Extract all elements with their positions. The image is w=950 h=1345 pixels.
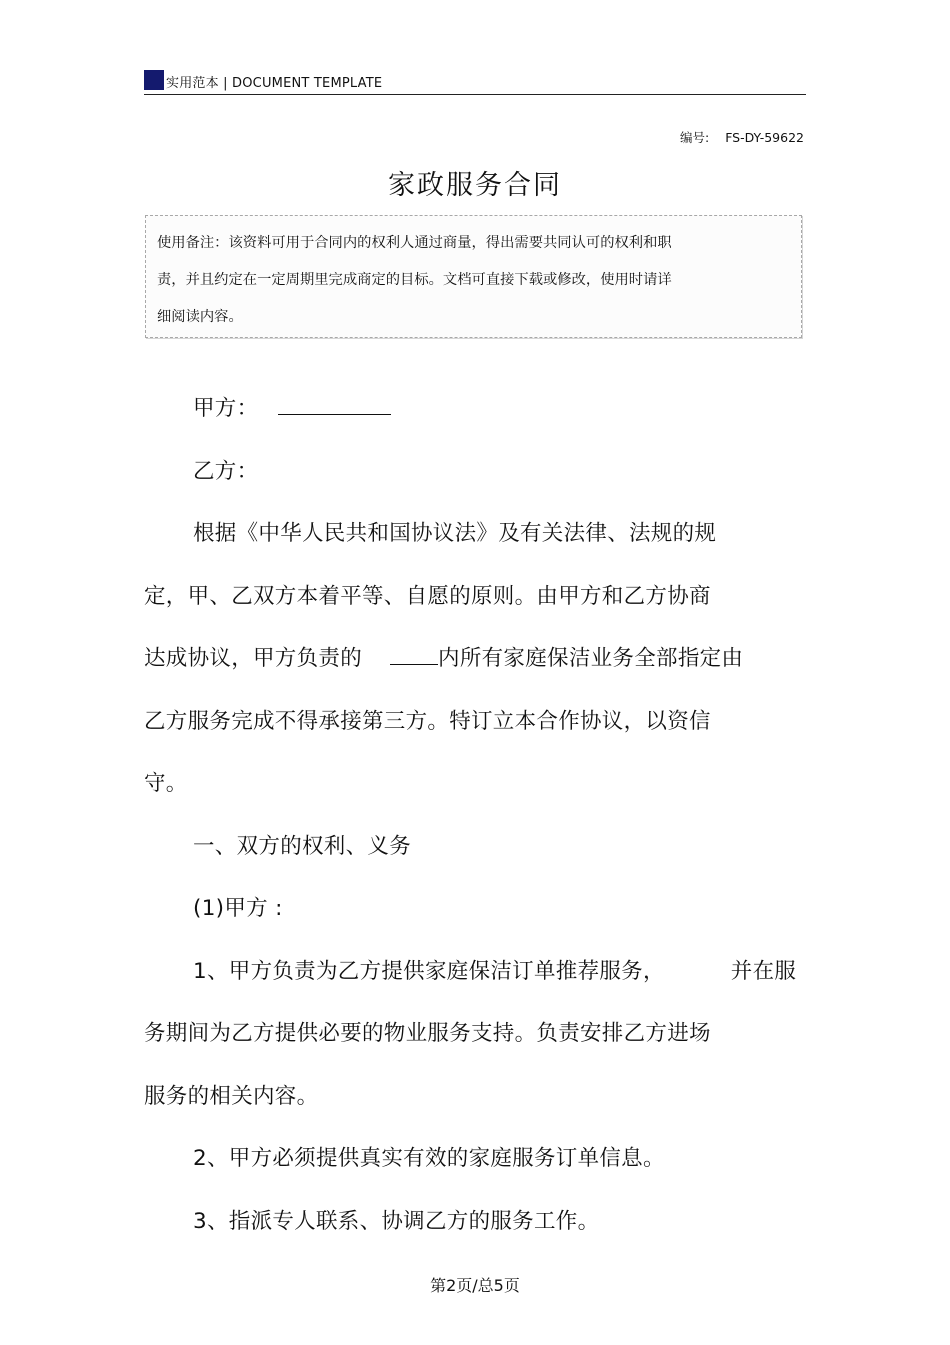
document-title: 家政服务合同 (388, 170, 562, 201)
section-heading-rights: 一、双方的权利、义务 (193, 834, 412, 859)
page-footer: 第2页/总5页 (430, 1276, 520, 1295)
item-3: 3、指派专人联系、协调乙方的服务工作。 (193, 1209, 600, 1234)
header-text: 实用范本 | DOCUMENT TEMPLATE (166, 76, 383, 91)
paragraph-1-line-2: 定，甲、乙双方本着平等、自愿的原则。由甲方和乙方协商 (144, 584, 711, 609)
item-1-line-3: 服务的相关内容。 (144, 1084, 319, 1109)
party-a-line (193, 391, 391, 422)
paragraph-1-line-1: 根据《中华人民共和国协议法》及有关法律、法规的规 (193, 521, 717, 546)
party-a-label: 甲方： (193, 396, 259, 421)
paragraph-1-line-3-start: 达成协议，甲方负责的 (144, 646, 363, 671)
party-a-blank (278, 394, 391, 415)
subsection-party-a: (1)甲方 : (193, 896, 283, 921)
document-number (680, 128, 804, 146)
page-header (144, 70, 806, 95)
paragraph-1-line-5: 守。 (144, 771, 188, 796)
item-1-line-1-start: 1、甲方负责为乙方提供家庭保洁订单推荐服务， (193, 959, 665, 984)
document-number-value: FS-DY-59622 (725, 130, 804, 145)
usage-note-line-1: 使用备注：该资料可用于合同内的权利人通过商量，得出需要共同认可的权利和职 (157, 235, 672, 251)
document-number-label: 编号: (679, 130, 710, 145)
item-1-line-2: 务期间为乙方提供必要的物业服务支持。负责安排乙方进场 (144, 1021, 711, 1046)
paragraph-1-line-4: 乙方服务完成不得承接第三方。特订立本合作协议，以资信 (144, 709, 711, 734)
usage-note-box (145, 215, 802, 338)
usage-note-line-3: 细阅读内容。 (157, 309, 243, 325)
paragraph-1-line-3-end: 内所有家庭保洁业务全部指定由 (438, 646, 744, 671)
item-1-line-1-end: 并在服 (730, 959, 797, 984)
item-1-line-1 (193, 954, 796, 985)
usage-note-line-2: 责，并且约定在一定周期里完成商定的目标。文档可直接下载或修改，使用时请详 (157, 272, 672, 288)
location-blank (390, 644, 438, 665)
header-logo-square (144, 70, 164, 90)
party-b-label: 乙方： (193, 459, 259, 484)
paragraph-1-line-3 (144, 641, 743, 672)
item-2: 2、甲方必须提供真实有效的家庭服务订单信息。 (193, 1146, 665, 1171)
